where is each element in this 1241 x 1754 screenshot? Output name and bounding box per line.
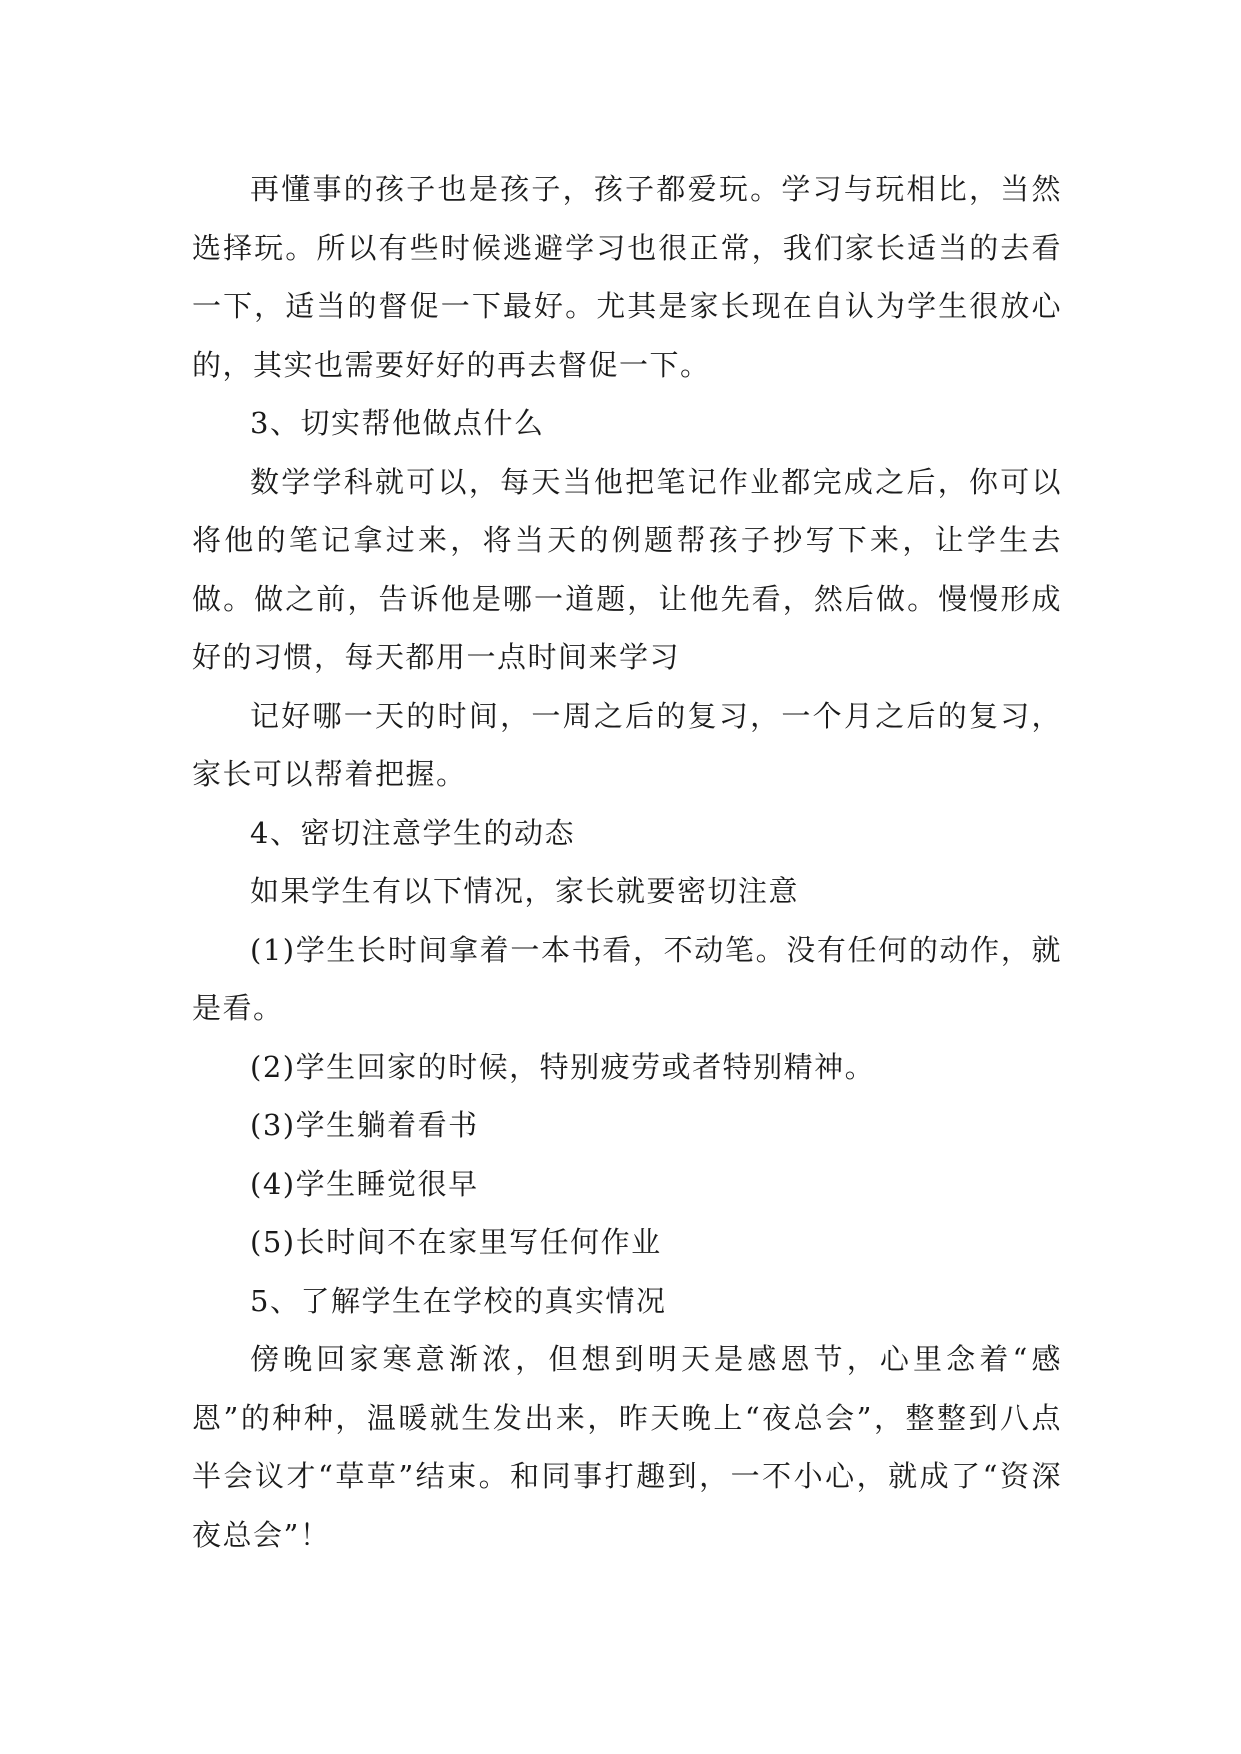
paragraph-review-schedule: 记好哪一天的时间，一周之后的复习，一个月之后的复习，家长可以帮着把握。	[192, 698, 1062, 791]
list-item-4: (4)学生睡觉很早	[250, 1166, 479, 1201]
list-item-3: (3)学生躺着看书	[250, 1108, 479, 1142]
list-item-2: (2)学生回家的时候，特别疲劳或者特别精神。	[250, 1049, 876, 1084]
heading-5-school-situation: 5、了解学生在学校的真实情况	[250, 1283, 667, 1318]
list-item-5: (5)长时间不在家里写任何作业	[250, 1225, 662, 1259]
document-body	[192, 160, 1062, 1564]
paragraph-warning-intro: 如果学生有以下情况，家长就要密切注意	[250, 874, 800, 908]
paragraph-math-notes: 数学学科就可以，每天当他把笔记作业都完成之后，你可以将他的笔记拿过来，将当天的例题帮孩子抄写下来，让学生去做。做之前，告诉他是哪一道题，让他先看，然后做。慢慢形成好的习惯，每天都用一点时间来学习	[192, 464, 1062, 674]
heading-4-watch-student: 4、密切注意学生的动态	[250, 815, 575, 850]
heading-3-help-child: 3、切实帮他做点什么	[250, 406, 545, 440]
list-item-1: (1)学生长时间拿着一本书看，不动笔。没有任何的动作，就是看。	[192, 932, 1062, 1025]
paragraph-thanksgiving: 傍晚回家寒意渐浓，但想到明天是感恩节，心里念着“感恩”的种种，温暖就生发出来，昨天晚上“夜总会”，整整到八点半会议才“草草”结束。和同事打趣到，一不小心，就成了“资深夜总会”！	[192, 1342, 1062, 1552]
paragraph-parent-supervision: 再懂事的孩子也是孩子，孩子都爱玩。学习与玩相比，当然选择玩。所以有些时候逃避学习也很正常，我们家长适当的去看一下，适当的督促一下最好。尤其是家长现在自认为学生很放心的，其实也需要好好的再去督促一下。	[192, 172, 1062, 382]
